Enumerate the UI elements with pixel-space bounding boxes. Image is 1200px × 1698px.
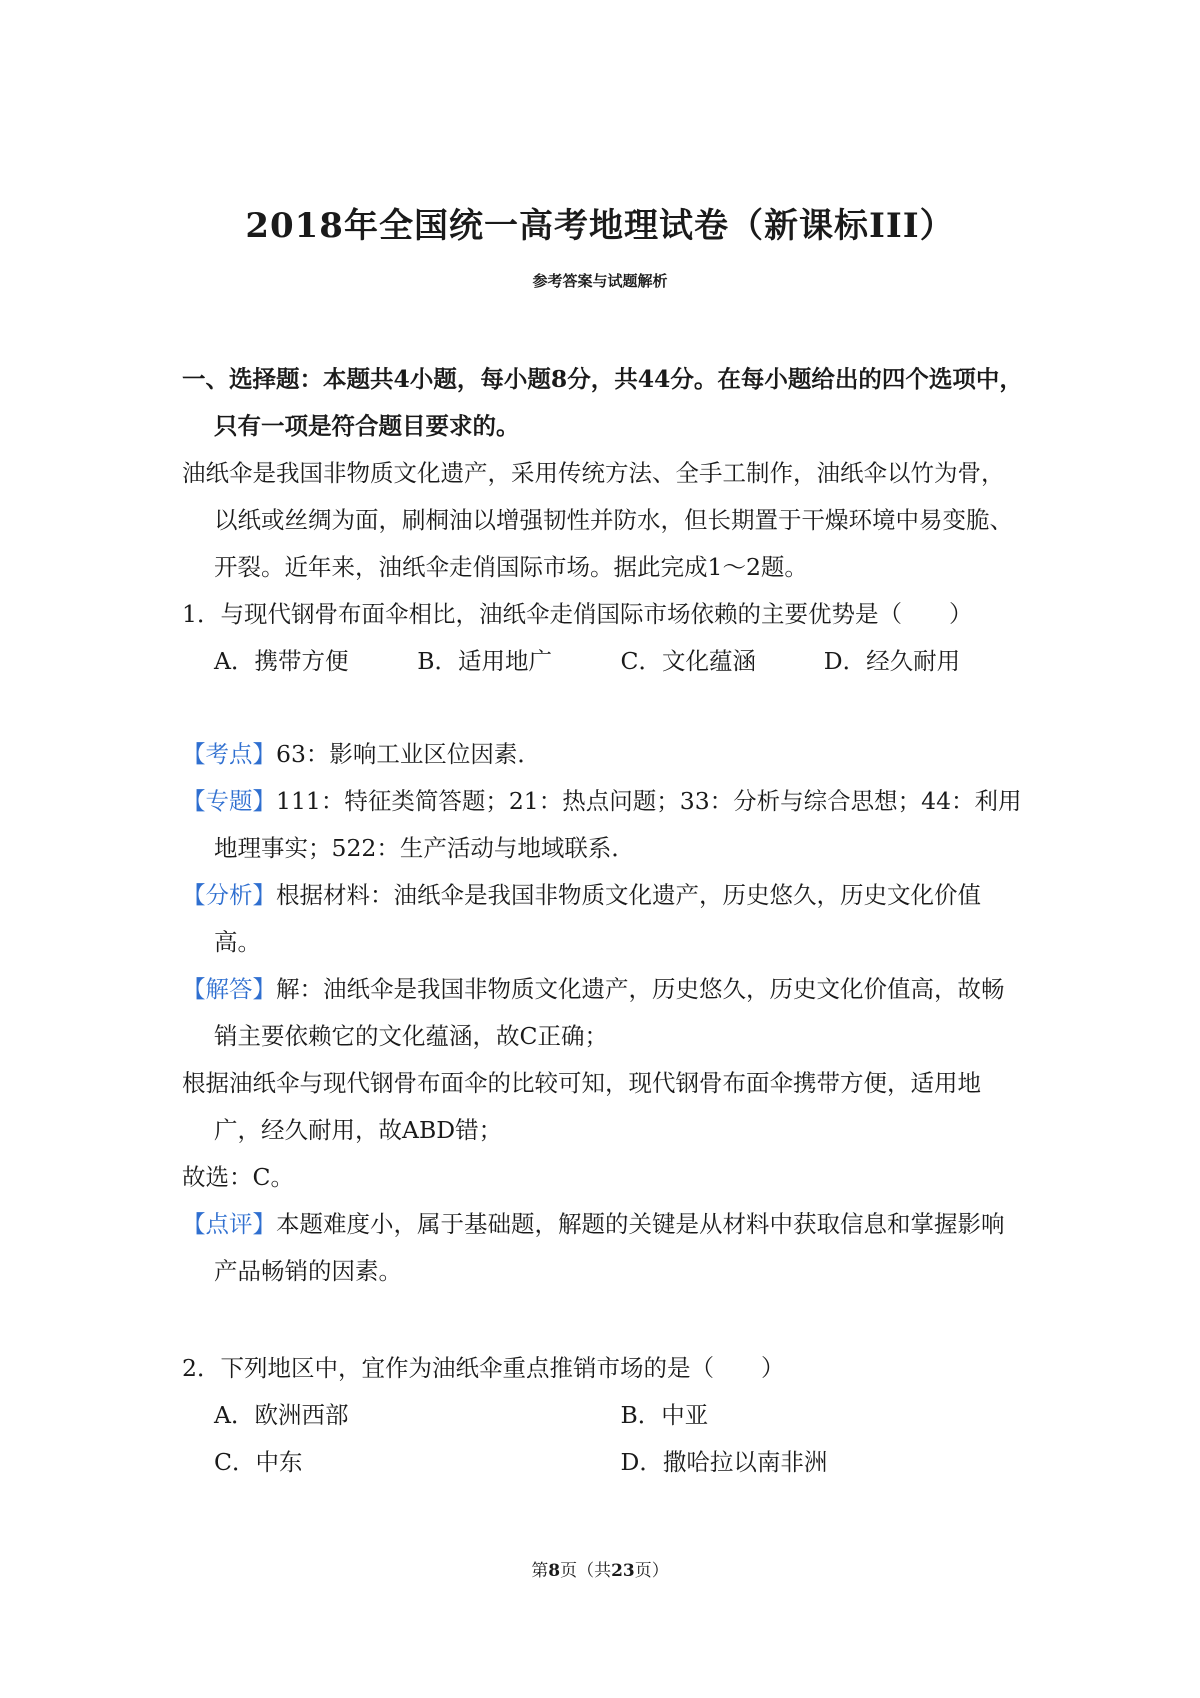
kaodian-text: 63：影响工业区位因素． [276,740,541,768]
answer-text: 故选：C。 [182,1163,294,1191]
fenxi-paragraph [182,872,1027,966]
question-1-stem: 1．与现代钢骨布面伞相比，油纸伞走俏国际市场依赖的主要优势是（ ） [182,600,973,628]
footer-suffix: 页） [634,1561,669,1581]
passage-text: 油纸伞是我国非物质文化遗产，采用传统方法、全手工制作，油纸伞以竹为骨，以纸或丝绸为面，刷桐油以增强韧性并防水，但长期置于干燥环境中易变脆、开裂。近年来，油纸伞走俏国际市场。据此完成1～2题。 [182,459,1013,581]
question-1-option-a: A．携带方便 [214,647,349,675]
kaodian-tag: 【考点】 [182,740,276,768]
section-heading: 一、选择题：本题共4小题，每小题8分，共44分。在每小题给出的四个选项中，只有一项是符合题目要求的。 [182,365,1023,440]
footer-middle: 页（共 [560,1561,612,1581]
dianping-paragraph [182,1201,1027,1295]
question-2-options-row-2 [182,1439,1027,1486]
page-title: 2018年全国统一高考地理试卷（新课标III） [245,206,955,246]
question-2-option-d: D．撒哈拉以南非洲 [620,1448,828,1476]
question-2-option-b: B．中亚 [620,1401,709,1429]
question-1-option-d: D．经久耐用 [823,647,961,675]
question-1-options [182,638,1027,685]
footer-prefix: 第 [531,1561,549,1581]
page-footer [0,1556,1200,1581]
zhuanti-tag: 【专题】 [182,787,276,815]
jieda-paragraph [182,966,1027,1060]
question-2-options-row-1 [182,1392,1027,1439]
fenxi-text: 根据材料：油纸伞是我国非物质文化遗产，历史悠久，历史文化价值高。 [214,881,981,956]
question-2-stem: 2．下列地区中，宜作为油纸伞重点推销市场的是（ ） [182,1354,785,1382]
question-1-option-b: B．适用地广 [417,647,553,675]
footer-total-pages: 23 [611,1561,635,1581]
dianping-text: 本题难度小，属于基础题，解题的关键是从材料中获取信息和掌握影响产品畅销的因素。 [214,1210,1005,1285]
jieda-tag: 【解答】 [182,975,276,1003]
question-1-option-c: C．文化蕴涵 [620,647,756,675]
dianping-tag: 【点评】 [182,1210,276,1238]
footer-page-number: 8 [548,1561,561,1581]
document-body [182,356,1027,1486]
jieda-continued: 根据油纸伞与现代钢骨布面伞的比较可知，现代钢骨布面伞携带方便，适用地广，经久耐用，故ABD错； [182,1069,981,1144]
zhuanti-paragraph [182,778,1027,872]
question-2-option-a: A．欧洲西部 [214,1401,349,1429]
zhuanti-text: 111：特征类简答题；21：热点问题；33：分析与综合思想；44：利用地理事实；522：生产活动与地域联系． [214,787,1022,862]
page-subtitle: 参考答案与试题解析 [532,272,668,290]
question-2-option-c: C．中东 [214,1448,303,1476]
fenxi-tag: 【分析】 [182,881,276,909]
jieda-text: 解：油纸伞是我国非物质文化遗产，历史悠久，历史文化价值高，故畅销主要依赖它的文化蕴涵，故C正确； [214,975,1005,1050]
kaodian-paragraph [182,731,1027,778]
